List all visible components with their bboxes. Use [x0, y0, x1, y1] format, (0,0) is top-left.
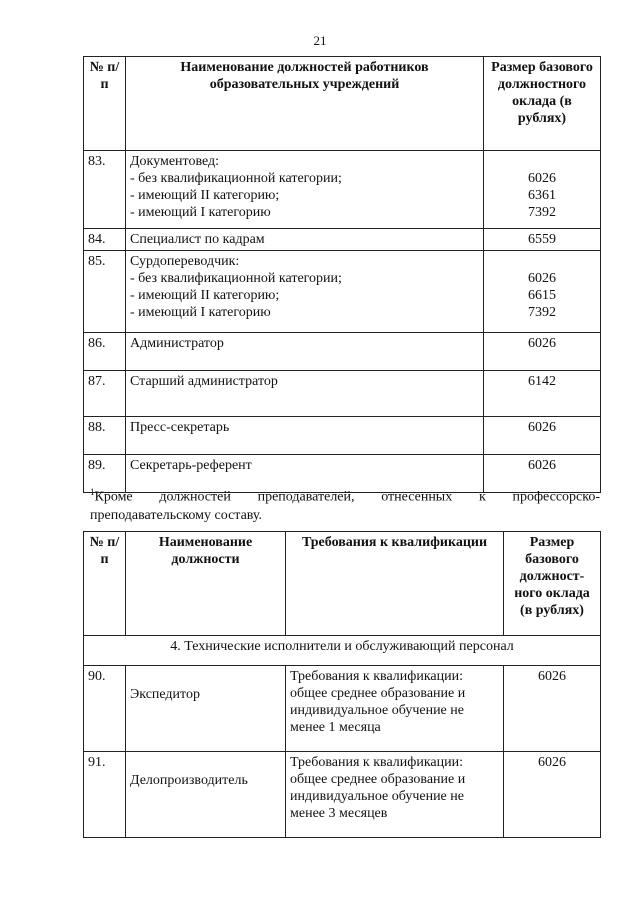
table-row: [84, 417, 601, 455]
salary-cell: [484, 333, 601, 371]
table-row: [84, 333, 601, 371]
position-line: Сурдопереводчик:: [130, 254, 240, 269]
salary-value: 6026: [528, 420, 556, 435]
table-row: [84, 151, 601, 229]
salary-value: 6026: [528, 171, 556, 186]
row-number: 86.: [84, 333, 126, 371]
position-name: Делопроизводитель: [126, 752, 286, 838]
row-number: 83.: [84, 151, 126, 229]
table-row: [84, 251, 601, 333]
qualification-requirements: Требования к квалификации: общее среднее образование и индивидуальное обучение не менее 1 месяца: [286, 666, 504, 752]
position-name: [126, 333, 484, 371]
header-requirements: Требования к квалификации: [286, 532, 504, 636]
salary-value: [488, 153, 596, 170]
salary-cell: [484, 417, 601, 455]
salary-cell: [484, 371, 601, 417]
header-position-name: Наименование должности: [126, 532, 286, 636]
header-salary: Размер базового должностного оклада (в рублях): [484, 57, 601, 151]
position-line: Секретарь-референт: [130, 458, 252, 473]
salary-value: 6026: [504, 752, 601, 838]
salary-value: [488, 253, 596, 270]
position-line: - имеющий I категорию: [130, 205, 271, 220]
position-name: [126, 371, 484, 417]
table-row: [84, 371, 601, 417]
footnote-marker: 1: [90, 487, 95, 497]
row-number: 90.: [84, 666, 126, 752]
salary-table-1: [83, 56, 601, 493]
position-line: Документовед:: [130, 154, 220, 169]
table-row: [84, 752, 601, 838]
salary-cell: [484, 229, 601, 251]
row-number: 91.: [84, 752, 126, 838]
position-line: - без квалификационной категории;: [130, 271, 342, 286]
salary-value: 6026: [528, 458, 556, 473]
salary-value: 6026: [504, 666, 601, 752]
row-number: 88.: [84, 417, 126, 455]
table-row: [84, 229, 601, 251]
position-name: [126, 251, 484, 333]
salary-value: 7392: [528, 205, 556, 220]
position-line: - имеющий I категорию: [130, 305, 271, 320]
salary-cell: [484, 251, 601, 333]
header-num: № п/п: [84, 57, 126, 151]
salary-value: 6026: [528, 271, 556, 286]
position-name: [126, 151, 484, 229]
footnote: [90, 483, 600, 525]
position-line: Старший администратор: [130, 374, 278, 389]
header-num: № п/п: [84, 532, 126, 636]
position-name: [126, 417, 484, 455]
salary-value: 6142: [528, 374, 556, 389]
position-name: Экспедитор: [126, 666, 286, 752]
salary-value: 6615: [528, 288, 556, 303]
position-name: [126, 229, 484, 251]
section-title: 4. Технические исполнители и обслуживающий персонал: [84, 636, 601, 666]
position-line: - имеющий II категорию;: [130, 288, 280, 303]
table-row: [84, 666, 601, 752]
salary-value: 6026: [528, 336, 556, 351]
position-line: Пресс-секретарь: [130, 420, 230, 435]
row-number: 85.: [84, 251, 126, 333]
position-line: Администратор: [130, 336, 224, 351]
header-position-name: Наименование должностей работников образовательных учреждений: [126, 57, 484, 151]
qualification-requirements: Требования к квалификации: общее среднее образование и индивидуальное обучение не менее 3 месяцев: [286, 752, 504, 838]
row-number: 89.: [84, 455, 126, 493]
salary-value: 6559: [528, 232, 556, 247]
row-number: 84.: [84, 229, 126, 251]
salary-value: 6361: [528, 188, 556, 203]
salary-table-2: [83, 531, 601, 838]
page-number: 21: [313, 33, 327, 48]
position-line: Специалист по кадрам: [130, 232, 265, 247]
salary-value: 7392: [528, 305, 556, 320]
header-salary: Размер базового должност-ного оклада (в рублях): [504, 532, 601, 636]
position-line: - имеющий II категорию;: [130, 188, 280, 203]
position-line: - без квалификационной категории;: [130, 171, 342, 186]
salary-cell: [484, 151, 601, 229]
row-number: 87.: [84, 371, 126, 417]
footnote-text: Кроме должностей преподавателей, отнесенных к профессорско-преподавательскому составу.: [90, 489, 600, 523]
